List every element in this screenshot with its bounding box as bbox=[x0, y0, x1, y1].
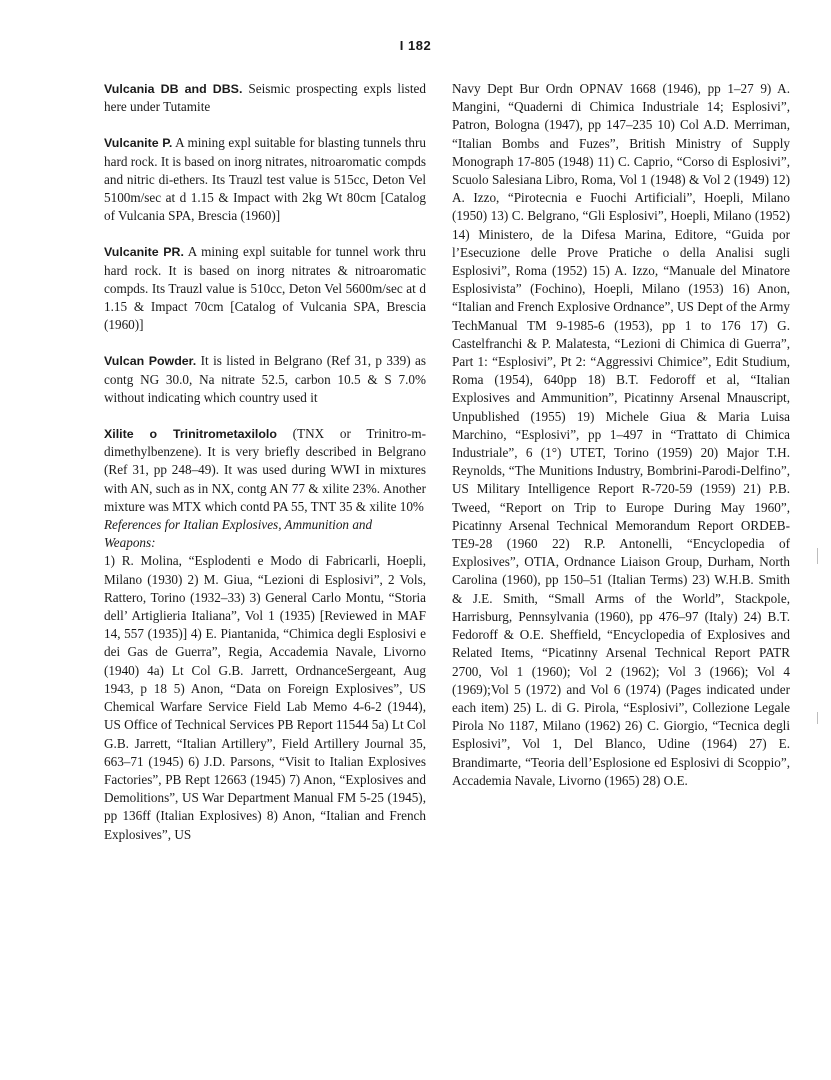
entry-text: It is listed in Belgrano (Ref 31, p 339) as contg NG 30.0, Na nitrate 52.5, carbon 10.5 & S 7.0% without indicating which country used it bbox=[104, 353, 426, 405]
right-column bbox=[452, 80, 790, 790]
entry-head: Vulcan Powder. bbox=[104, 354, 197, 369]
scan-margin-mark bbox=[817, 712, 818, 724]
entry-head: Xilite o Trinitrometaxilolo bbox=[104, 427, 277, 442]
scan-margin-mark bbox=[817, 548, 818, 564]
entry-text: A mining expl suitable for tunnel work thru hard rock. It is based on inorg nitrates & nitroaromatic compds. Its Trauzl value is 510cc, Deton Vel 5600m/sec at d 1.15 & Impact 70cm [Catalog of Vulcania SPA, Brescia (1960)] bbox=[104, 244, 426, 333]
entry-vulcanite-p bbox=[104, 134, 426, 225]
entry-head: Vulcania DB and DBS. bbox=[104, 82, 243, 96]
entry-vulcan-powder bbox=[104, 352, 426, 407]
entry-text: (TNX or Trinitro-m-dimethylbenzene). It is very briefly described in Belgrano (Ref 31, pp 248–49). It was used during WWI in mixtures with AN, such as in NX, contg AN 77 & xilite 23%. Another mixture was MTX which contd PA 55, TNT 35 & xilite 10% bbox=[104, 426, 426, 514]
entry-vulcanite-pr bbox=[104, 243, 426, 334]
page-number: I 182 bbox=[399, 38, 432, 53]
left-column bbox=[104, 80, 426, 844]
entry-head: Vulcanite P. bbox=[104, 136, 173, 151]
entry-vulcania-db bbox=[104, 80, 426, 116]
references-title: References for Italian Explosives, Ammunition and Weapons: bbox=[104, 517, 373, 551]
references-list-part-1: 1) R. Molina, “Esplodenti e Modo di Fabricarli, Hoepli, Milano (1930) 2) M. Giua, “Lezioni di Esplosivi”, 2 Vols, Rattero, Torino (1932–33) 3) General Carlo Montu, “Storia dell’ Artiglieria Italiana”, Vol 1 (1935) [Reviewed in MAF 14, 557 (1935)] 4) E. Piantanida, “Chimica degli Esplosivi e dei Gas de Guerra”, Regia, Accademia Navale, Livorno (1940) 4a) Lt Col G.B. Jarrett, OrdnanceSergeant, Aug 1943, p 18 5) Anon, “Data on Foreign Explosives”, US Chemical Warfare Service Field Lab Memo 4-6-2 (1944), US Office of Technical Services PB Report 11544 5a) Lt Col G.B. Jarrett, “Italian Artillery”, Field Artillery Journal 35, 663–71 (1945) 6) J.D. Parsons, “Visit to Italian Explosives Factories”, PB Rept 12663 (1945) 7) Anon, “Explosives and Demolitions”, US War Department Manual FM 5-25 (1945), pp 136ff (Italian Explosives) 8) Anon, “Italian and French Explosives”, US bbox=[104, 553, 426, 842]
entry-xilite bbox=[104, 425, 426, 516]
references-list-part-2: Navy Dept Bur Ordn OPNAV 1668 (1946), pp 1–27 9) A. Mangini, “Quaderni di Chimica Industriale 14; Esplosivi”, Patron, Bologna (1947), pp 147–235 10) Col A.D. Merriman, “Italian Bombs and Fuzes”, British Ministry of Supply Monograph 17-805 (1948) 11) C. Caprio, “Corso di Esplosivi”, Scuolo Salesiana Libro, Roma, Vol 1 (1948) & Vol 2 (1949) 12) A. Izzo, “Pirotecnia e Fuochi Artificiali”, Hoepli, Milano (1950) 13) C. Belgrano, “Gli Esplosivi”, Hoepli, Milano (1952) 14) Ministero, de la Difesa Marina, Editore, “Guida por l’Esecuzione delle Prove Pratiche o della Analisi sugli Esplosivi”, Roma (1952) 15) A. Izzo, “Manuale del Minatore Esplosivista” (Fochino), Hoepli, Milano (1953) 16) Anon, “Italian and French Explosive Ordnance”, US Dept of the Army TechManual TM 9-1985-6 (1953), pp 1 to 176 17) G. Castelfranchi & P. Malatesta, “Lezioni di Chimica di Guerra”, Part 1: “Esplosivi”, Pt 2: “Aggressivi Chimice”, Edit Studium, Roma (1954), 640pp 18) B.T. Fedoroff et al, “Italian Explosives and Ammunition”, Picatinny Arsenal Mnauscript, Unpublished (1955) 19) Michele Giua & Maria Luisa Marchino, “Esplosivi”, pp 1–497 in “Trattato di Chimica Industriale”, 6 (1°) UTET, Torino (1959) 20) Major T.H. Reynolds, “The Munitions Industry, Bombrini-Parodi-Delfino”, US Military Intelligence Report R-720-59 (1959) 21) P.B. Tweed, “Report on Trip to Europe During May 1960”, Picatinny Arsenal Technical Memorandum Report ORDEB-TE9-28 (1960 22) R.P. Antonelli, “Encyclopedia of Explosives”, OTIA, Ordnance Liaison Group, Durham, North Carolina (1960), pp 150–51 (Italian Terms) 23) W.H.B. Smith & J.E. Smith, “Small Arms of the World”, Stackpole, Harrisburg, Pennsylvania (1960), pp 476–97 (Italy) 24) B.T. Fedoroff & O.E. Sheffield, “Encyclopedia of Explosives and Related Items, “Picatinny Arsenal Technical Report PATR 2700, Vol 1 (1960); Vol 2 (1962); Vol 3 (1966); Vol 4 (1969);Vol 5 (1972) and Vol 6 (1974) (Pages indicated under each item) 25) L. di G. Pirola, “Esplosivi”, Collezione Legale Pirola No 1187, Milano (1962) 26) C. Giorgio, “Tecnica degli Esplosivi”, Vol 1, Del Blanco, Udine (1964) 27) E. Brandimarte, “Teoria dell’Esplosione ed Esplosivi di Scoppio”, Accademia Navale, Livorno (1965) 28) O.E. bbox=[452, 81, 790, 788]
entry-text: A mining expl suitable for blasting tunnels thru hard rock. It is based on inorg nitrates, nitroaromatic compds and nitric di-ethers. Its Trauzl test value is 515cc, Deton Vel 5100m/sec at d 1.15 & Impact with 2kg Wt 80cm [Catalog of Vulcania SPA, Brescia (1960)] bbox=[104, 135, 426, 224]
entry-head: Vulcanite PR. bbox=[104, 245, 184, 260]
entry-text: Seismic prospecting expls listed here under Tutamite bbox=[104, 81, 427, 115]
